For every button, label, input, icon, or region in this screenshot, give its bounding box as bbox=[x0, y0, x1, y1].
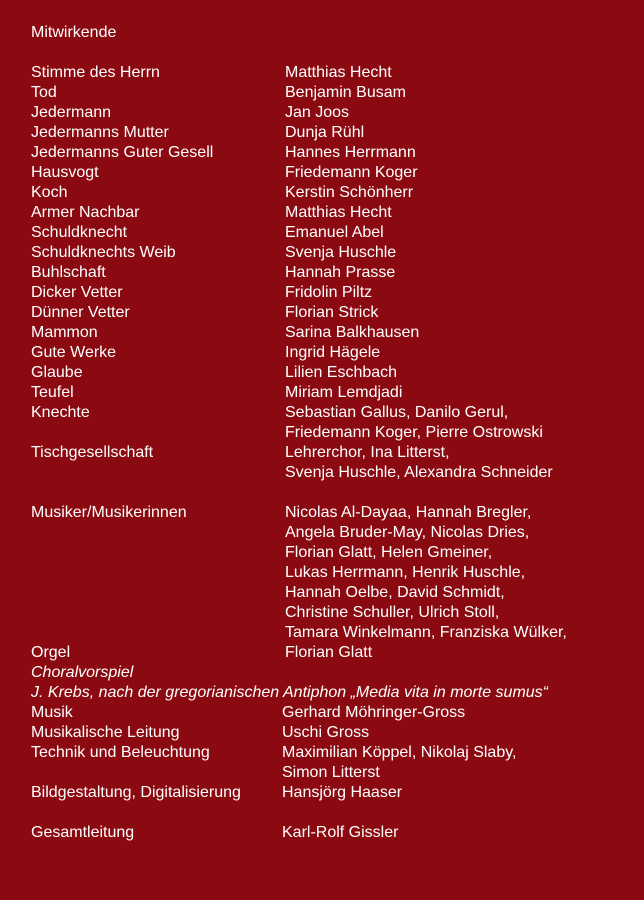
performer-name-line: Kerstin Schönherr bbox=[285, 184, 414, 201]
page-title: Mitwirkende bbox=[31, 24, 117, 41]
role-label: Schuldknecht bbox=[31, 224, 128, 241]
role-label: Musiker/Musikerinnen bbox=[31, 504, 187, 521]
role-label: Jedermanns Mutter bbox=[31, 124, 169, 141]
performer-names bbox=[285, 103, 631, 123]
director-section bbox=[31, 823, 631, 843]
credit-row bbox=[31, 83, 631, 103]
performer-name-line: Ingrid Hägele bbox=[285, 344, 381, 361]
performer-name-line: Lilien Eschbach bbox=[285, 364, 398, 381]
organ-section bbox=[31, 643, 631, 663]
performer-name-line: Hansjörg Haaser bbox=[282, 784, 403, 801]
performer-names bbox=[285, 183, 631, 203]
performer-name-line: Gerhard Möhringer-Gross bbox=[282, 704, 466, 721]
role-label: Musik bbox=[31, 704, 73, 721]
performer-names bbox=[285, 63, 631, 83]
credit-row bbox=[31, 63, 631, 83]
performer-names bbox=[285, 643, 631, 663]
performer-name-line: Hannah Oelbe, David Schmidt, bbox=[285, 584, 505, 601]
performer-name-line: Karl-Rolf Gissler bbox=[282, 824, 399, 841]
performer-name-line: Emanuel Abel bbox=[285, 224, 384, 241]
credit-row bbox=[31, 143, 631, 163]
credit-row bbox=[31, 783, 631, 803]
credit-row bbox=[31, 183, 631, 203]
performer-name-line: Tamara Winkelmann, Franziska Wülker, bbox=[285, 624, 567, 641]
performer-name-line: Uschi Gross bbox=[282, 724, 370, 741]
credit-row bbox=[31, 743, 631, 783]
credit-row bbox=[31, 163, 631, 183]
performer-names bbox=[285, 223, 631, 243]
performer-names bbox=[282, 823, 631, 843]
performer-names bbox=[285, 383, 631, 403]
performer-name-line: Angela Bruder-May, Nicolas Dries, bbox=[285, 524, 530, 541]
credit-row bbox=[31, 703, 631, 723]
credit-row bbox=[31, 403, 631, 443]
role-label: Armer Nachbar bbox=[31, 204, 140, 221]
performer-name-line: Sebastian Gallus, Danilo Gerul, bbox=[285, 404, 509, 421]
musicians-section bbox=[31, 503, 631, 643]
credit-row bbox=[31, 263, 631, 283]
role-label: Bildgestaltung, Digitalisierung bbox=[31, 784, 241, 801]
role-label: Schuldknechts Weib bbox=[31, 244, 176, 261]
choral-title: Choralvorspiel bbox=[31, 664, 134, 681]
role-label: Jedermann bbox=[31, 104, 112, 121]
performer-name-line: Friedemann Koger bbox=[285, 164, 418, 181]
performer-name-line: Florian Strick bbox=[285, 304, 379, 321]
performer-name-line: Nicolas Al-Dayaa, Hannah Bregler, bbox=[285, 504, 532, 521]
performer-names bbox=[282, 743, 631, 783]
role-label: Musikalische Leitung bbox=[31, 724, 180, 741]
role-label: Knechte bbox=[31, 404, 90, 421]
performer-names bbox=[285, 403, 631, 443]
performer-name-line: Svenja Huschle, Alexandra Schneider bbox=[285, 464, 553, 481]
credit-row bbox=[31, 123, 631, 143]
credit-row bbox=[31, 363, 631, 383]
performer-names bbox=[285, 143, 631, 163]
role-label: Buhlschaft bbox=[31, 264, 106, 281]
performer-names bbox=[285, 303, 631, 323]
performer-names bbox=[282, 783, 631, 803]
role-label: Glaube bbox=[31, 364, 83, 381]
performer-names bbox=[285, 283, 631, 303]
performer-name-line: Simon Litterst bbox=[282, 764, 380, 781]
performer-names bbox=[285, 263, 631, 283]
performer-names bbox=[285, 243, 631, 263]
performer-name-line: Dunja Rühl bbox=[285, 124, 365, 141]
performer-name-line: Svenja Huschle bbox=[285, 244, 397, 261]
role-label: Gute Werke bbox=[31, 344, 117, 361]
credit-row bbox=[31, 723, 631, 743]
performer-name-line: Friedemann Koger, Pierre Ostrowski bbox=[285, 424, 543, 441]
performer-names bbox=[282, 723, 631, 743]
credit-row bbox=[31, 823, 631, 843]
performer-name-line: Christine Schuller, Ulrich Stoll, bbox=[285, 604, 500, 621]
credit-row bbox=[31, 203, 631, 223]
credit-row bbox=[31, 283, 631, 303]
performer-name-line: Florian Glatt bbox=[285, 644, 373, 661]
credit-row bbox=[31, 243, 631, 263]
performer-name-line: Lukas Herrmann, Henrik Huschle, bbox=[285, 564, 526, 581]
performer-names bbox=[285, 83, 631, 103]
performer-name-line: Benjamin Busam bbox=[285, 84, 406, 101]
role-label: Orgel bbox=[31, 644, 71, 661]
role-label: Stimme des Herrn bbox=[31, 64, 160, 81]
performer-name-line: Florian Glatt, Helen Gmeiner, bbox=[285, 544, 493, 561]
spacer bbox=[31, 483, 631, 503]
credit-row bbox=[31, 643, 631, 663]
choral-detail: J. Krebs, nach der gregorianischen Antiphon „Media vita in morte sumus“ bbox=[31, 684, 548, 701]
role-label: Hausvogt bbox=[31, 164, 99, 181]
performer-names bbox=[285, 503, 631, 643]
credit-row bbox=[31, 343, 631, 363]
performer-names bbox=[282, 703, 631, 723]
cast-section bbox=[31, 63, 631, 483]
performer-names bbox=[285, 123, 631, 143]
performer-names bbox=[285, 163, 631, 183]
performer-name-line: Sarina Balkhausen bbox=[285, 324, 420, 341]
credit-row bbox=[31, 303, 631, 323]
spacer bbox=[31, 803, 631, 823]
crew-section bbox=[31, 703, 631, 803]
performer-names bbox=[285, 443, 631, 483]
credit-row bbox=[31, 503, 631, 643]
performer-name-line: Hannes Herrmann bbox=[285, 144, 416, 161]
performer-name-line: Lehrerchor, Ina Litterst, bbox=[285, 444, 450, 461]
role-label: Technik und Beleuchtung bbox=[31, 744, 210, 761]
performer-name-line: Matthias Hecht bbox=[285, 64, 392, 81]
performer-name-line: Maximilian Köppel, Nikolaj Slaby, bbox=[282, 744, 517, 761]
credits-list bbox=[31, 63, 631, 843]
performer-names bbox=[285, 203, 631, 223]
role-label: Tischgesellschaft bbox=[31, 444, 154, 461]
credit-row bbox=[31, 223, 631, 243]
role-label: Tod bbox=[31, 84, 57, 101]
performer-name-line: Hannah Prasse bbox=[285, 264, 396, 281]
role-label: Mammon bbox=[31, 324, 98, 341]
role-label: Gesamtleitung bbox=[31, 824, 135, 841]
credit-row bbox=[31, 383, 631, 403]
credit-row bbox=[31, 323, 631, 343]
role-label: Dünner Vetter bbox=[31, 304, 130, 321]
role-label: Teufel bbox=[31, 384, 74, 401]
credit-row bbox=[31, 443, 631, 483]
performer-name-line: Matthias Hecht bbox=[285, 204, 392, 221]
performer-name-line: Miriam Lemdjadi bbox=[285, 384, 403, 401]
role-label: Dicker Vetter bbox=[31, 284, 123, 301]
performer-names bbox=[285, 363, 631, 383]
performer-name-line: Jan Joos bbox=[285, 104, 350, 121]
role-label: Jedermanns Guter Gesell bbox=[31, 144, 214, 161]
credit-row bbox=[31, 103, 631, 123]
performer-names bbox=[285, 323, 631, 343]
performer-name-line: Fridolin Piltz bbox=[285, 284, 373, 301]
performer-names bbox=[285, 343, 631, 363]
role-label: Koch bbox=[31, 184, 68, 201]
